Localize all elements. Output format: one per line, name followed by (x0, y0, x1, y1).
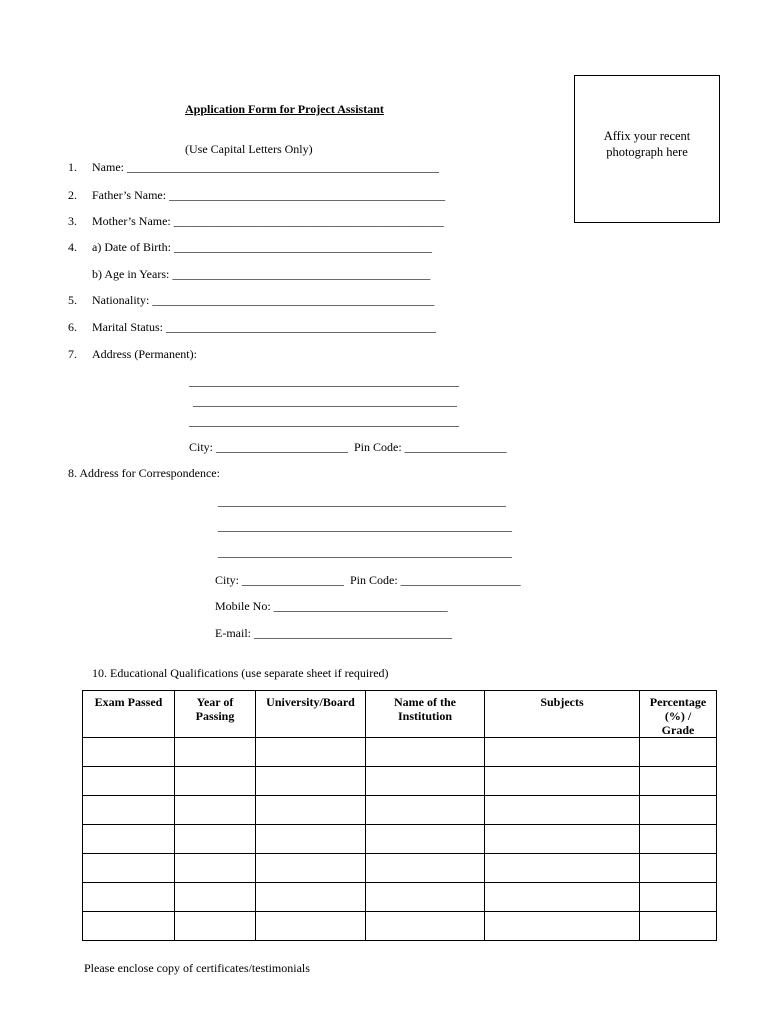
table-row (83, 767, 717, 796)
table-row (83, 854, 717, 883)
field-age[interactable]: b) Age in Years: ___________________________________________ (92, 267, 431, 281)
table-cell[interactable] (175, 796, 256, 825)
field-nationality[interactable]: Nationality: _______________________________________________ (92, 293, 435, 307)
table-cell[interactable] (640, 767, 717, 796)
column-header-percentage-grade: Percentage (%) / Grade (640, 691, 717, 738)
table-cell[interactable] (366, 912, 485, 941)
table-cell[interactable] (83, 883, 175, 912)
column-header-year-of-passing: Year of Passing (175, 691, 256, 738)
table-cell[interactable] (366, 883, 485, 912)
permanent-address-line[interactable]: _____________________________________________ (189, 374, 459, 388)
field-name[interactable]: Name: ____________________________________________________ (92, 160, 439, 174)
column-header-institution: Name of the Institution (366, 691, 485, 738)
education-table-body (83, 738, 717, 941)
table-cell[interactable] (175, 767, 256, 796)
field-email[interactable]: E-mail: _________________________________ (215, 626, 452, 640)
column-header-university-board: University/Board (256, 691, 366, 738)
table-cell[interactable] (175, 883, 256, 912)
field-number-name: 1. (68, 160, 77, 174)
table-cell[interactable] (83, 854, 175, 883)
field-number-marital: 6. (68, 320, 77, 334)
field-correspondence-address-label: 8. Address for Correspondence: (68, 466, 220, 480)
correspondence-city-pin[interactable]: City: _________________ Pin Code: ____________________ (215, 573, 521, 587)
column-header-exam-passed: Exam Passed (83, 691, 175, 738)
table-cell[interactable] (83, 825, 175, 854)
table-cell[interactable] (485, 796, 640, 825)
table-cell[interactable] (366, 825, 485, 854)
table-cell[interactable] (256, 883, 366, 912)
table-cell[interactable] (485, 738, 640, 767)
table-cell[interactable] (366, 854, 485, 883)
correspondence-address-line[interactable]: _________________________________________________ (218, 519, 512, 533)
table-cell[interactable] (640, 854, 717, 883)
table-cell[interactable] (256, 825, 366, 854)
table-cell[interactable] (640, 796, 717, 825)
table-cell[interactable] (366, 767, 485, 796)
table-cell[interactable] (366, 738, 485, 767)
field-permanent-address-label: Address (Permanent): (92, 347, 197, 361)
correspondence-address-line[interactable]: _________________________________________________ (218, 545, 512, 559)
table-cell[interactable] (175, 854, 256, 883)
table-cell[interactable] (175, 912, 256, 941)
table-row (83, 912, 717, 941)
table-cell[interactable] (175, 825, 256, 854)
form-subtitle: (Use Capital Letters Only) (185, 142, 313, 156)
field-number-father: 2. (68, 188, 77, 202)
education-heading: 10. Educational Qualifications (use separate sheet if required) (92, 666, 389, 680)
table-cell[interactable] (175, 738, 256, 767)
table-cell[interactable] (83, 796, 175, 825)
field-mother-name[interactable]: Mother’s Name: _____________________________________________ (92, 214, 444, 228)
table-cell[interactable] (256, 854, 366, 883)
correspondence-address-line[interactable]: ________________________________________________ (218, 494, 506, 508)
table-cell[interactable] (256, 738, 366, 767)
field-number-mother: 3. (68, 214, 77, 228)
table-cell[interactable] (256, 796, 366, 825)
photo-box (574, 75, 720, 223)
field-date-of-birth[interactable]: a) Date of Birth: ___________________________________________ (92, 240, 432, 254)
field-marital-status[interactable]: Marital Status: _____________________________________________ (92, 320, 436, 334)
field-number-nationality: 5. (68, 293, 77, 307)
education-table (82, 690, 717, 941)
table-cell[interactable] (485, 767, 640, 796)
table-cell[interactable] (485, 825, 640, 854)
table-cell[interactable] (256, 767, 366, 796)
table-row (83, 825, 717, 854)
table-cell[interactable] (83, 912, 175, 941)
table-cell[interactable] (83, 767, 175, 796)
photo-box-label: Affix your recent photograph here (603, 129, 691, 159)
column-header-subjects: Subjects (485, 691, 640, 738)
table-cell[interactable] (83, 738, 175, 767)
permanent-city-pin[interactable]: City: ______________________ Pin Code: _________________ (189, 440, 507, 454)
table-cell[interactable] (366, 796, 485, 825)
field-number-dob: 4. (68, 240, 77, 254)
field-mobile[interactable]: Mobile No: _____________________________ (215, 599, 448, 613)
table-row (83, 738, 717, 767)
table-cell[interactable] (256, 912, 366, 941)
form-title: Application Form for Project Assistant (185, 102, 384, 116)
permanent-address-line[interactable]: ____________________________________________ (193, 394, 457, 408)
table-cell[interactable] (640, 883, 717, 912)
table-cell[interactable] (485, 912, 640, 941)
table-cell[interactable] (485, 883, 640, 912)
table-cell[interactable] (640, 825, 717, 854)
field-number-address: 7. (68, 347, 77, 361)
field-father-name[interactable]: Father’s Name: ______________________________________________ (92, 188, 446, 202)
table-cell[interactable] (485, 854, 640, 883)
permanent-address-line[interactable]: _____________________________________________ (189, 414, 459, 428)
table-cell[interactable] (640, 738, 717, 767)
table-row (83, 796, 717, 825)
table-header-row (83, 691, 717, 738)
table-cell[interactable] (640, 912, 717, 941)
table-row (83, 883, 717, 912)
footer-note: Please enclose copy of certificates/testimonials (84, 961, 310, 975)
